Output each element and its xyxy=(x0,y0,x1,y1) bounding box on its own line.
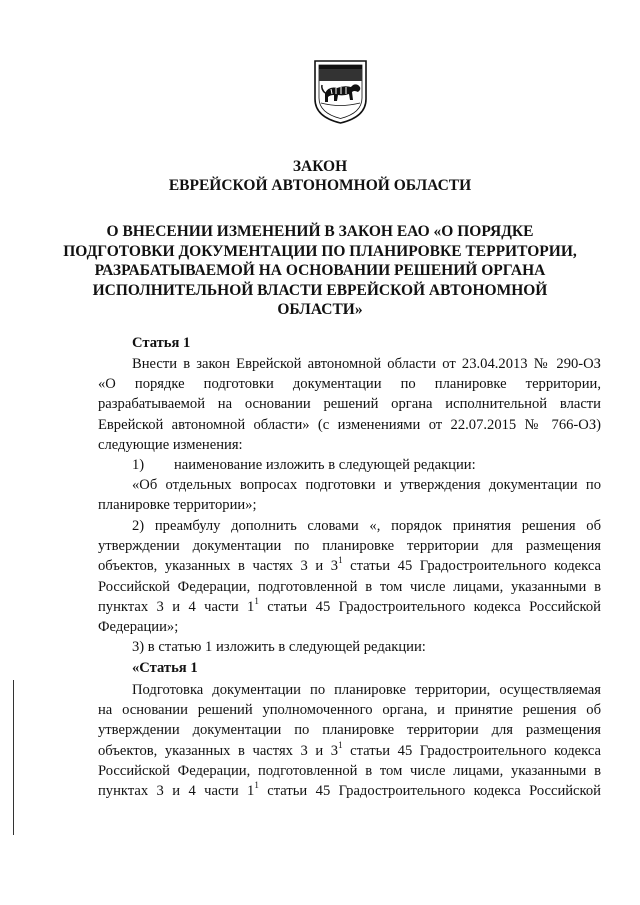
law-subject-title xyxy=(60,222,580,320)
item-1-quote xyxy=(98,475,601,515)
item-1-number: 1) xyxy=(132,457,145,473)
superscript: 1 xyxy=(254,595,259,606)
item-2-line: Российской Федерации, подготовленной в том числе лицами, указанными в xyxy=(98,578,601,595)
item-2-line-part: статьи 45 Градостроительного кодекса xyxy=(342,558,601,575)
item-2-line: утверждении документации по планировке территории для размещения xyxy=(98,538,601,555)
item-2-line-part: статьи 45 Градостроительного кодекса Российской xyxy=(258,598,601,615)
article-heading: Статья 1 xyxy=(132,335,191,351)
subject-line: ПОДГОТОВКИ ДОКУМЕНТАЦИИ ПО ПЛАНИРОВКЕ ТЕРРИТОРИИ, xyxy=(63,242,577,260)
new-article-line: утверждении документации по планировке территории для размещения xyxy=(98,722,601,739)
new-article-line: Российской Федерации, подготовленной в том числе лицами, указанными в xyxy=(98,762,601,779)
subject-line: ИСПОЛНИТЕЛЬНОЙ ВЛАСТИ ЕВРЕЙСКОЙ АВТОНОМНОЙ xyxy=(92,281,548,299)
new-article-line-part: объектов, указанных в частях 3 и 3 xyxy=(98,742,339,759)
item-2-line: 2) преамбулу дополнить словами «, порядок принятия решения об xyxy=(132,518,601,534)
superscript: 1 xyxy=(338,739,343,750)
item-2 xyxy=(98,516,601,637)
quote-line: «Об отдельных вопросах подготовки и утверждения документации по xyxy=(132,477,601,493)
superscript: 1 xyxy=(338,555,343,566)
superscript: 1 xyxy=(254,780,259,791)
subject-line: РАЗРАБАТЫВАЕМОЙ НА ОСНОВАНИИ РЕШЕНИЙ ОРГАНА xyxy=(94,262,546,280)
intro-line: Внести в закон Еврейской автономной области от 23.04.2013 № 290-ОЗ xyxy=(132,356,601,372)
new-article-line: на основании решений уполномоченного органа, и принятие решения об xyxy=(98,702,601,719)
new-article-line-part: пунктах 3 и 4 части 1 xyxy=(98,783,255,800)
intro-line: Еврейской автономной области» (с изменениями от 22.07.2015 № 766-ОЗ) xyxy=(98,416,601,433)
law-label: ЗАКОН xyxy=(292,158,348,175)
item-3: 3) в статью 1 изложить в следующей редакции: xyxy=(132,639,426,655)
new-article-line: Подготовка документации по планировке территории, осуществляемая xyxy=(132,682,601,698)
item-1-text: наименование изложить в следующей редакции: xyxy=(174,457,476,473)
coat-of-arms-emblem xyxy=(313,59,368,125)
new-article-line xyxy=(98,781,601,801)
item-2-line-part: объектов, указанных в частях 3 и 3 xyxy=(98,558,339,575)
new-article-heading: «Статья 1 xyxy=(132,660,198,676)
article-intro xyxy=(98,354,601,455)
intro-line: разрабатываемой на основании решений органа исполнительной власти xyxy=(98,396,601,413)
item-2-line xyxy=(98,597,601,617)
subject-line: О ВНЕСЕНИИ ИЗМЕНЕНИЙ В ЗАКОН ЕАО «О ПОРЯДКЕ xyxy=(106,223,534,240)
intro-line: «О порядке подготовки документации по планировке территории, xyxy=(98,376,601,393)
item-2-line: Федерации»; xyxy=(98,619,179,636)
intro-line: следующие изменения: xyxy=(98,436,243,453)
new-article-line-part: статьи 45 Градостроительного кодекса xyxy=(342,742,601,759)
new-article-text xyxy=(98,680,601,801)
item-2-line xyxy=(98,556,601,576)
quote-line: планировке территории»; xyxy=(98,497,257,514)
item-2-line-part: пунктах 3 и 4 части 1 xyxy=(98,598,255,615)
region-name: ЕВРЕЙСКОЙ АВТОНОМНОЙ ОБЛАСТИ xyxy=(168,177,472,194)
subject-line: ОБЛАСТИ» xyxy=(277,301,363,319)
new-article-line xyxy=(98,741,601,761)
new-article-line-part: статьи 45 Градостроительного кодекса Российской xyxy=(258,783,601,800)
scan-margin-line xyxy=(13,680,14,835)
